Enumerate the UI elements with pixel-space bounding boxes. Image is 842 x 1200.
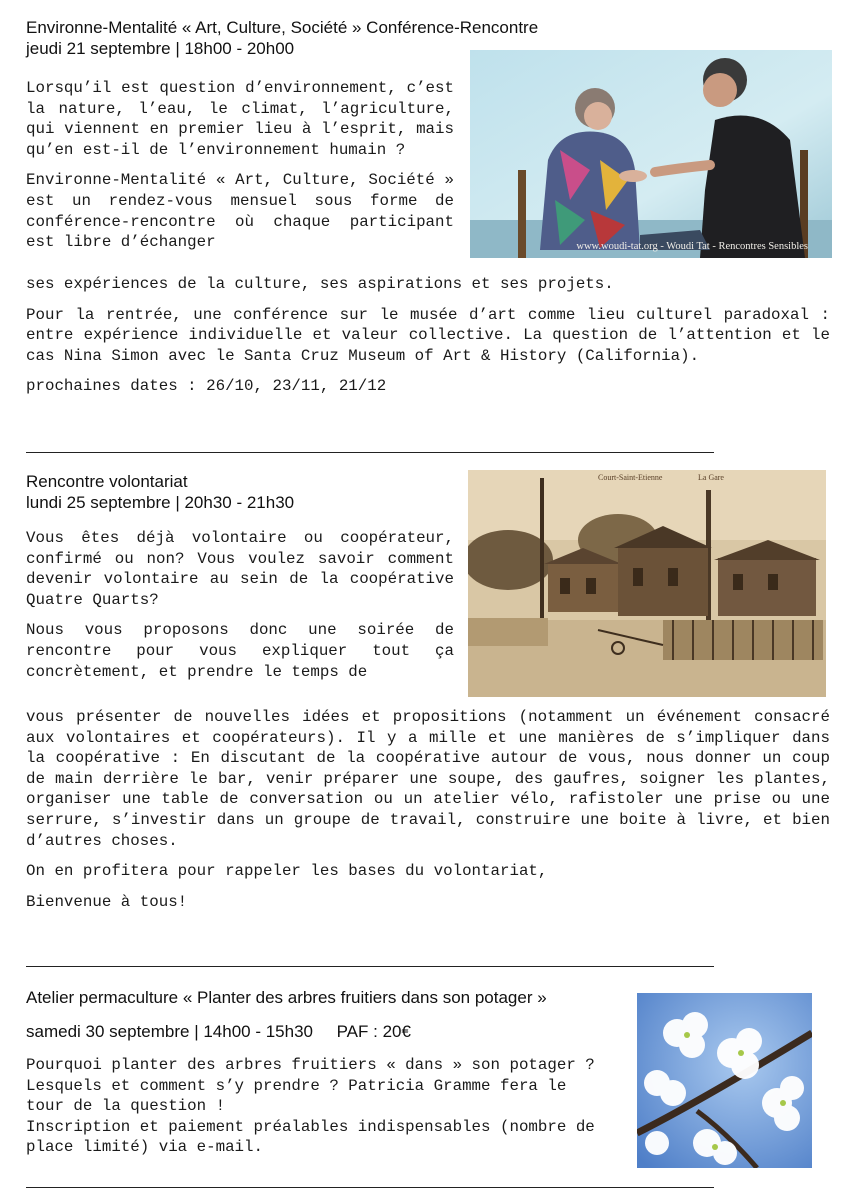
event-1-photo-art xyxy=(470,50,832,258)
event-2-title: Rencontre volontariat xyxy=(26,472,188,491)
event-2-paragraph-1: Vous êtes déjà volontaire ou coopérateur, confirmé ou non? Vous voulez savoir comment devenir volontaire au sein de la coopérative Quatre Quarts? xyxy=(26,529,454,609)
event-2-paragraph-2a: Nous vous proposons donc une soirée de rencontre pour vous expliquer tout ça concrètement, et prendre le temps de xyxy=(26,621,454,681)
separator-1 xyxy=(26,452,714,453)
event-1-intro xyxy=(26,78,454,253)
event-2-paragraph-4: Bienvenue à tous! xyxy=(26,892,188,911)
event-1-photo-caption: www.woudi-tat.org - Woudi Tat - Rencontres Sensibles xyxy=(576,241,808,252)
event-3-paragraph-2: Inscription et paiement préalables indispensables (nombre de place limité) via e-mail. xyxy=(26,1117,595,1157)
event-1-date: jeudi 21 septembre | 18h00 - 20h00 xyxy=(26,39,295,58)
event-3-title: Atelier permaculture « Planter des arbres fruitiers dans son potager » xyxy=(26,988,547,1007)
separator-2 xyxy=(26,966,714,967)
event-2-paragraph-3: On en profitera pour rappeler les bases du volontariat, xyxy=(26,862,548,881)
event-1-photo xyxy=(470,50,832,258)
event-1-title: Environne-Mentalité « Art, Culture, Société » Conférence-Rencontre xyxy=(26,18,539,37)
event-1-paragraph-3: Pour la rentrée, une conférence sur le musée d’art comme lieu culturel paradoxal : entre expérience individuelle et valeur collective. La question de l’attention et le cas Nina Simon avec le Santa Cruz Museum of Art & History (California). xyxy=(26,305,830,365)
event-3-photo xyxy=(637,993,812,1168)
event-2-body xyxy=(26,707,830,912)
event-3-date: samedi 30 septembre | 14h00 - 15h30 PAF : 20€ xyxy=(26,1022,411,1041)
separator-3 xyxy=(26,1187,714,1188)
event-3-photo-art xyxy=(637,993,812,1168)
event-1-paragraph-2b: ses expériences de la culture, ses aspirations et ses projets. xyxy=(26,275,614,293)
event-2-paragraph-2b: vous présenter de nouvelles idées et propositions (notamment un événement consacré aux volontaires et coopérateurs). Il y a mille et une manières de s’impliquer dans la coopérative : En discutant de la coopérative autour de vous, nous donner un coup de main derrière le bar, venir préparer une soupe, des gaufres, soigner les plantes, organiser une table de conversation ou un atelier vélo, rafistoler une prise ou une serrure, s’investir dans un groupe de travail, construire une boite à livre, et bien d’autres choses. xyxy=(26,708,830,850)
event-2-photo xyxy=(468,470,826,697)
event-1-paragraph-1: Lorsqu’il est question d’environnement, c’est la nature, l’eau, le climat, l’agriculture, qui viennent en premier lieu à l’esprit, mais qu’en est-il de l’environnement humain ? xyxy=(26,79,454,159)
event-3-paragraph-1: Pourquoi planter des arbres fruitiers « dans » son potager ? Lesquels et comment s’y prendre ? Patricia Gramme fera le tour de la question ! xyxy=(26,1056,595,1116)
event-1-paragraph-2a: Environne-Mentalité « Art, Culture, Société » est un rendez-vous mensuel sous forme de conférence-rencontre où chaque participant est libre d’échanger xyxy=(26,171,454,252)
event-2-photo-caption-station: La Gare xyxy=(698,473,724,482)
event-2-photo-art xyxy=(468,470,826,697)
event-2-intro xyxy=(26,528,454,682)
event-2-date: lundi 25 septembre | 20h30 - 21h30 xyxy=(26,493,295,512)
event-2-photo-caption-place: Court-Saint-Etienne xyxy=(598,473,663,482)
event-3-body xyxy=(26,1055,611,1158)
event-1-body xyxy=(26,274,830,397)
event-1-paragraph-4: prochaines dates : 26/10, 23/11, 21/12 xyxy=(26,377,387,396)
